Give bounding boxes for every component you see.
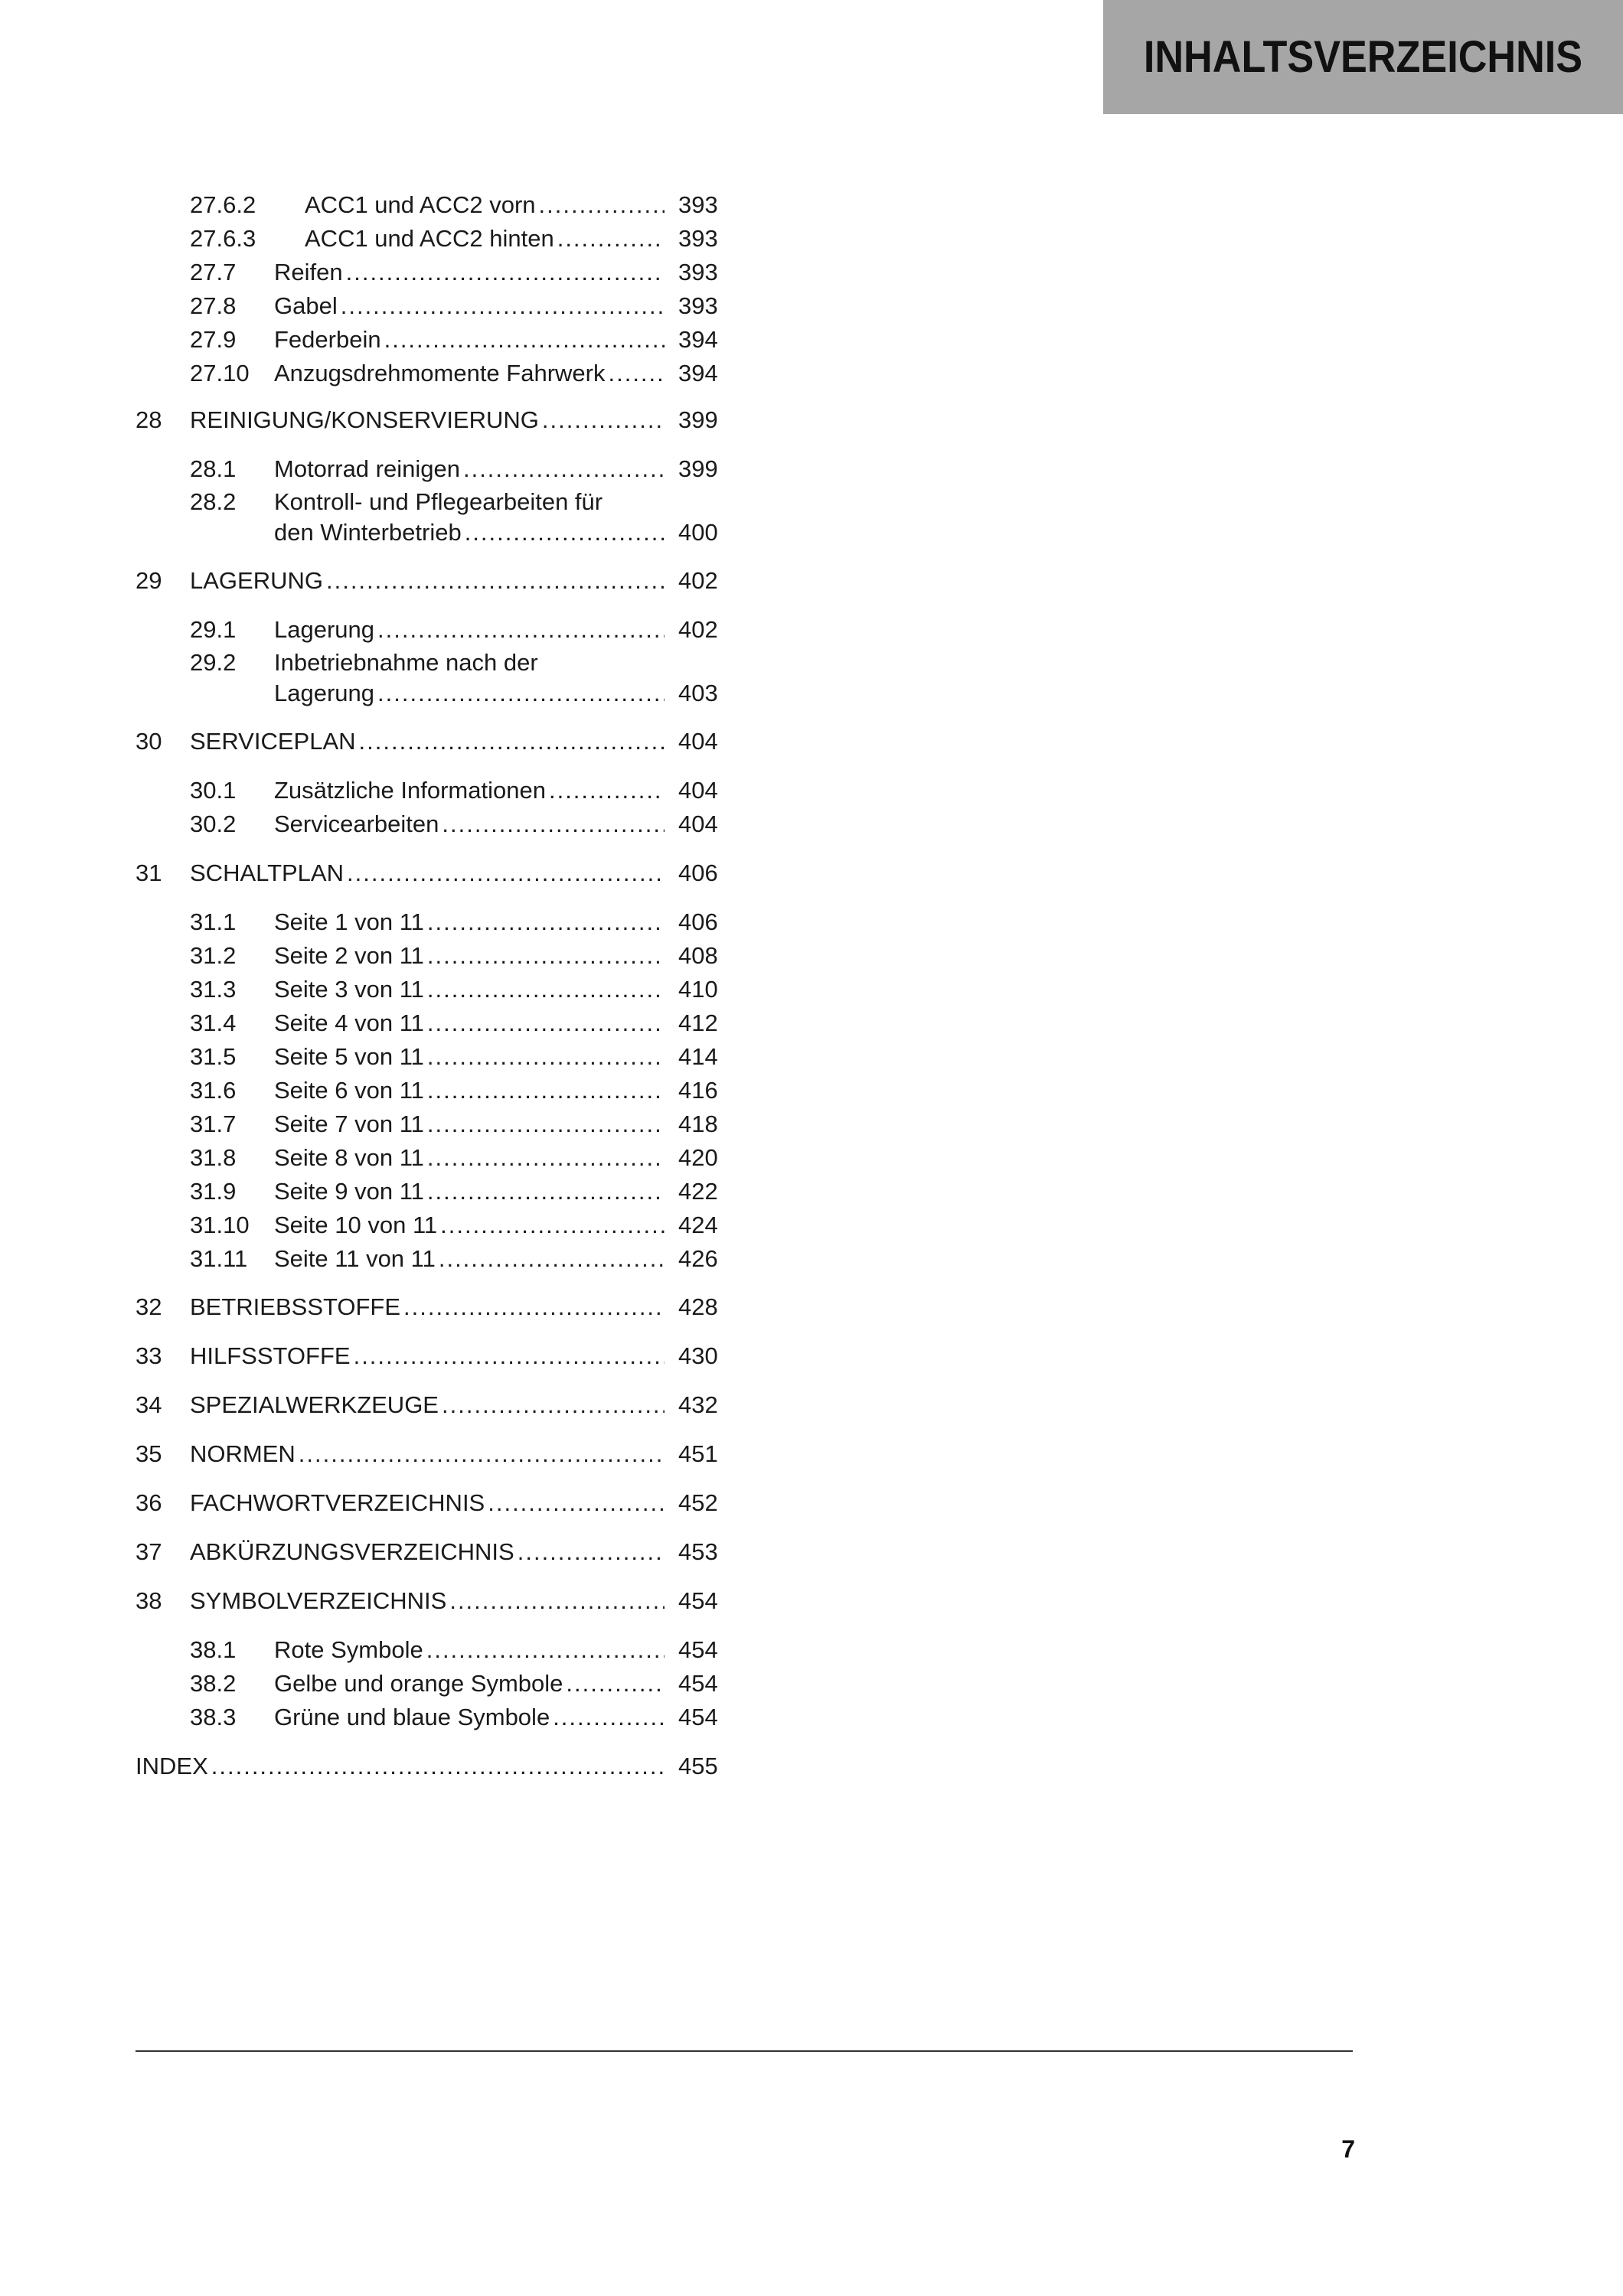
- toc-entry-page: 418: [678, 1110, 718, 1137]
- toc-entry-title-wrap: [274, 289, 665, 323]
- toc-entry-title: SCHALTPLAN: [190, 859, 344, 886]
- toc-entry-number: 28: [136, 406, 162, 433]
- toc-entry-page: 393: [678, 191, 718, 218]
- toc-entry-title: Seite 3 von 11: [274, 976, 424, 1003]
- toc-entry-title: NORMEN: [190, 1440, 296, 1467]
- leader-dots: [442, 1388, 665, 1422]
- toc-entry-page: 428: [678, 1293, 718, 1320]
- toc-entry-title-wrap: [274, 1107, 665, 1141]
- toc-section-row[interactable]: [0, 289, 1623, 323]
- toc-entry-page: 403: [678, 680, 718, 706]
- toc-section-row[interactable]: [0, 256, 1623, 289]
- toc-entry-title: Motorrad reinigen: [274, 455, 460, 482]
- toc-entry-title-wrap: [274, 1141, 665, 1175]
- toc-entry-title: ACC1 und ACC2 hinten: [305, 225, 554, 252]
- toc-index-row[interactable]: [0, 1750, 1623, 1783]
- toc-entry-page: 420: [678, 1144, 718, 1171]
- toc-section-row[interactable]: [0, 807, 1623, 841]
- toc-section-row[interactable]: [0, 905, 1623, 939]
- toc-entry-title-wrap: [305, 188, 665, 222]
- toc-entry-number: 31.3: [190, 976, 237, 1003]
- toc-entry-number: 31.2: [190, 942, 237, 969]
- toc-entry-title: Seite 2 von 11: [274, 942, 424, 969]
- toc-entry-title: Gabel: [274, 292, 338, 319]
- leader-dots: [299, 1437, 665, 1471]
- toc-entry-number: 31.4: [190, 1009, 237, 1036]
- toc-entry-number: 38.3: [190, 1704, 237, 1730]
- toc-entry-number: 38.1: [190, 1636, 237, 1663]
- toc-entry-title-wrap: [274, 677, 665, 710]
- toc-entry-title: Grüne und blaue Symbole: [274, 1704, 550, 1730]
- toc-entry-title: Gelbe und orange Symbole: [274, 1670, 563, 1697]
- toc-entry-title: Seite 8 von 11: [274, 1144, 424, 1171]
- toc-entry-page: 399: [678, 406, 718, 433]
- leader-dots: [488, 1486, 665, 1520]
- toc-section-row[interactable]: [0, 1006, 1623, 1040]
- toc-chapter-row[interactable]: [0, 856, 1623, 890]
- toc-entry-title: INDEX: [136, 1753, 208, 1779]
- toc-section-row[interactable]: [0, 646, 1623, 680]
- toc-entry-title: Seite 5 von 11: [274, 1043, 424, 1070]
- toc-entry-continuation[interactable]: [0, 516, 1623, 550]
- toc-entry-page: 454: [678, 1636, 718, 1663]
- toc-entry-title-wrap: [274, 905, 665, 939]
- toc-entry-title-wrap: [274, 452, 665, 486]
- toc-entry-title: Kontroll- und Pflegearbeiten für: [274, 488, 603, 515]
- toc-entry-page: 393: [678, 225, 718, 252]
- toc-chapter-row[interactable]: [0, 403, 1623, 437]
- toc-section-row[interactable]: [0, 613, 1623, 647]
- toc-entry-title: Seite 1 von 11: [274, 908, 424, 935]
- toc-entry-title-continued: Lagerung: [274, 680, 375, 706]
- section-title: INHALTSVERZEICHNIS: [1143, 32, 1583, 82]
- toc-entry-page: 416: [678, 1077, 718, 1104]
- toc-entry-title-wrap: [274, 1006, 665, 1040]
- toc-entry-title: Lagerung: [274, 616, 375, 643]
- toc-entry-page: 394: [678, 360, 718, 386]
- toc-entry-title-wrap: [274, 1242, 665, 1276]
- leader-dots: [427, 939, 665, 973]
- toc-entry-title: LAGERUNG: [190, 567, 323, 594]
- toc-entry-title: ABKÜRZUNGSVERZEICHNIS: [190, 1538, 514, 1565]
- toc-entry-title: ACC1 und ACC2 vorn: [305, 191, 536, 218]
- toc-entry-title-wrap: [190, 725, 665, 758]
- toc-entry-page: 394: [678, 326, 718, 353]
- toc-entry-title: Zusätzliche Informationen: [274, 777, 546, 804]
- toc-entry-number: 27.7: [190, 259, 237, 285]
- toc-section-row[interactable]: [0, 1242, 1623, 1276]
- leader-dots: [463, 452, 665, 486]
- toc-entry-title-wrap: [274, 1701, 665, 1734]
- toc-chapter-row[interactable]: [0, 1388, 1623, 1422]
- toc-entry-title-wrap: [274, 774, 665, 807]
- toc-entry-title-wrap: [190, 1486, 665, 1520]
- leader-dots: [346, 256, 665, 289]
- leader-dots: [566, 1667, 665, 1701]
- toc-entry-title-wrap: [274, 357, 665, 390]
- toc-entry-number: 27.10: [190, 360, 250, 386]
- toc-entry-title: Seite 6 von 11: [274, 1077, 424, 1104]
- page-number: 7: [1341, 2135, 1355, 2163]
- toc-entry-title: FACHWORTVERZEICHNIS: [190, 1489, 485, 1516]
- toc-entry-title-wrap: [274, 1633, 665, 1667]
- toc-chapter-row[interactable]: [0, 725, 1623, 758]
- toc-entry-page: 424: [678, 1212, 718, 1238]
- toc-entry-number: 38.2: [190, 1670, 237, 1697]
- toc-chapter-row[interactable]: [0, 1437, 1623, 1471]
- toc-section-row[interactable]: [0, 1667, 1623, 1701]
- leader-dots: [377, 613, 665, 647]
- toc-entry-title-wrap: [274, 323, 665, 357]
- toc-entry-title: REINIGUNG/KONSERVIERUNG: [190, 406, 539, 433]
- toc-section-row[interactable]: [0, 1633, 1623, 1667]
- toc-entry-page: 406: [678, 908, 718, 935]
- toc-entry-page: 422: [678, 1178, 718, 1205]
- leader-dots: [553, 1701, 665, 1734]
- toc-entry-page: 404: [678, 728, 718, 755]
- leader-dots: [542, 403, 665, 437]
- toc-entry-page: 451: [678, 1440, 718, 1467]
- toc-entry-number: 31.8: [190, 1144, 237, 1171]
- toc-section-row[interactable]: [0, 1208, 1623, 1242]
- leader-dots: [427, 973, 665, 1006]
- toc-entry-page: 404: [678, 777, 718, 804]
- toc-entry-title: Seite 11 von 11: [274, 1245, 436, 1272]
- toc-entry-number: 34: [136, 1391, 162, 1418]
- toc-entry-title-wrap: [274, 973, 665, 1006]
- toc-entry-title-wrap: [190, 856, 665, 890]
- toc-section-row[interactable]: [0, 485, 1623, 519]
- toc-entry-number: 30.2: [190, 810, 237, 837]
- toc-entry-number: 35: [136, 1440, 162, 1467]
- toc-entry-page: 406: [678, 859, 718, 886]
- toc-entry-page: 393: [678, 292, 718, 319]
- toc-entry-title-wrap: [190, 1535, 665, 1569]
- leader-dots: [539, 188, 665, 222]
- toc-entry-number: 27.9: [190, 326, 237, 353]
- toc-section-row[interactable]: [0, 1074, 1623, 1107]
- toc-section-row[interactable]: [0, 357, 1623, 390]
- leader-dots: [354, 1339, 665, 1373]
- toc-section-row[interactable]: [0, 774, 1623, 807]
- toc-section-row[interactable]: [0, 1701, 1623, 1734]
- toc-entry-page: 408: [678, 942, 718, 969]
- toc-entry-page: 454: [678, 1587, 718, 1614]
- toc-entry-page: 430: [678, 1342, 718, 1369]
- toc-entry-title: Servicearbeiten: [274, 810, 439, 837]
- leader-dots: [427, 1006, 665, 1040]
- toc-entry-number: 28.1: [190, 455, 237, 482]
- toc-entry-title-wrap: [190, 1290, 665, 1324]
- toc-section-row[interactable]: [0, 222, 1623, 256]
- toc-entry-page: 455: [678, 1753, 718, 1779]
- toc-entry-number: 31.9: [190, 1178, 237, 1205]
- leader-dots: [377, 677, 665, 710]
- toc-entry-title-wrap: [274, 939, 665, 973]
- toc-entry-number: 30.1: [190, 777, 237, 804]
- toc-entry-title-wrap: [274, 256, 665, 289]
- leader-dots: [384, 323, 665, 357]
- toc-section-row[interactable]: [0, 323, 1623, 357]
- toc-entry-number: 28.2: [190, 488, 237, 515]
- toc-entry-page: 402: [678, 567, 718, 594]
- toc-entry-title-wrap: [274, 516, 665, 550]
- leader-dots: [427, 1107, 665, 1141]
- toc-entry-title: Reifen: [274, 259, 343, 285]
- toc-entry-title: Seite 9 von 11: [274, 1178, 424, 1205]
- toc-entry-number: 31.11: [190, 1245, 248, 1272]
- toc-section-row[interactable]: [0, 973, 1623, 1006]
- toc-entry-page: 410: [678, 976, 718, 1003]
- toc-entry-title: Rote Symbole: [274, 1636, 423, 1663]
- toc-entry-title-wrap: [274, 613, 665, 647]
- toc-section-row[interactable]: [0, 1040, 1623, 1074]
- toc-entry-page: 412: [678, 1009, 718, 1036]
- toc-chapter-row[interactable]: [0, 1290, 1623, 1324]
- toc-section-row[interactable]: [0, 1107, 1623, 1141]
- toc-entry-number: 27.6.3: [190, 225, 256, 252]
- toc-entry-number: 33: [136, 1342, 162, 1369]
- toc-entry-title: Federbein: [274, 326, 381, 353]
- leader-dots: [211, 1750, 665, 1783]
- toc-entry-title-wrap: [274, 1175, 665, 1208]
- toc-entry-title-wrap: [190, 403, 665, 437]
- toc-entry-page: 454: [678, 1670, 718, 1697]
- toc-entry-title-wrap: [190, 1339, 665, 1373]
- leader-dots: [549, 774, 665, 807]
- toc-entry-title-wrap: [136, 1750, 665, 1783]
- toc-entry-title: BETRIEBSSTOFFE: [190, 1293, 401, 1320]
- toc-entry-page: 452: [678, 1489, 718, 1516]
- toc-entry-continuation[interactable]: [0, 677, 1623, 710]
- toc-entry-title-wrap: [274, 1667, 665, 1701]
- toc-entry-title-wrap: [274, 807, 665, 841]
- leader-dots: [427, 1141, 665, 1175]
- leader-dots: [426, 1633, 665, 1667]
- toc-entry-title-wrap: [190, 1388, 665, 1422]
- toc-entry-title-wrap: [274, 1074, 665, 1107]
- toc-entry-title-wrap: [190, 1584, 665, 1618]
- toc-entry-number: 27.6.2: [190, 191, 256, 218]
- toc-entry-page: 404: [678, 810, 718, 837]
- toc-entry-title: Seite 7 von 11: [274, 1110, 424, 1137]
- leader-dots: [465, 516, 665, 550]
- toc-entry-page: 453: [678, 1538, 718, 1565]
- toc-chapter-row[interactable]: [0, 564, 1623, 598]
- leader-dots: [427, 1040, 665, 1074]
- toc-chapter-row[interactable]: [0, 1584, 1623, 1618]
- toc-entry-title: Seite 4 von 11: [274, 1009, 424, 1036]
- toc-entry-page: 400: [678, 519, 718, 546]
- toc-entry-title-continued: den Winterbetrieb: [274, 519, 462, 546]
- toc-section-row[interactable]: [0, 188, 1623, 222]
- toc-entry-number: 31.6: [190, 1077, 237, 1104]
- toc-entry-number: 31.10: [190, 1212, 250, 1238]
- toc-entry-title-wrap: [274, 1208, 665, 1242]
- toc-chapter-row[interactable]: [0, 1535, 1623, 1569]
- toc-entry-page: 393: [678, 259, 718, 285]
- toc-entry-title-wrap: [305, 222, 665, 256]
- toc-entry-title: Inbetriebnahme nach der: [274, 649, 538, 676]
- toc-entry-number: 38: [136, 1587, 162, 1614]
- leader-dots: [440, 1208, 665, 1242]
- leader-dots: [341, 289, 665, 323]
- footer-divider: [136, 2050, 1353, 2052]
- toc-entry-title-wrap: [190, 564, 665, 598]
- leader-dots: [359, 725, 665, 758]
- toc-entry-number: 31: [136, 859, 162, 886]
- toc-entry-number: 37: [136, 1538, 162, 1565]
- toc-entry-title: SPEZIALWERKZEUGE: [190, 1391, 439, 1418]
- toc-section-row[interactable]: [0, 1141, 1623, 1175]
- toc-entry-page: 432: [678, 1391, 718, 1418]
- leader-dots: [439, 1242, 665, 1276]
- toc-entry-number: 30: [136, 728, 162, 755]
- toc-entry-title: SYMBOLVERZEICHNIS: [190, 1587, 447, 1614]
- toc-entry-page: 426: [678, 1245, 718, 1272]
- toc-entry-title: Seite 10 von 11: [274, 1212, 438, 1238]
- toc-entry-title: Anzugsdrehmomente Fahrwerk: [274, 360, 606, 386]
- leader-dots: [403, 1290, 665, 1324]
- leader-dots: [427, 905, 665, 939]
- leader-dots: [557, 222, 665, 256]
- leader-dots: [427, 1074, 665, 1107]
- toc-entry-page: 399: [678, 455, 718, 482]
- toc-section-row[interactable]: [0, 1175, 1623, 1208]
- toc-entry-page: 414: [678, 1043, 718, 1070]
- toc-entry-number: 27.8: [190, 292, 237, 319]
- toc-entry-number: 32: [136, 1293, 162, 1320]
- toc-chapter-row[interactable]: [0, 1339, 1623, 1373]
- leader-dots: [518, 1535, 665, 1569]
- toc-entry-number: 29.2: [190, 649, 237, 676]
- leader-dots: [326, 564, 665, 598]
- toc-entry-title-wrap: [190, 1437, 665, 1471]
- leader-dots: [608, 357, 665, 390]
- toc-entry-title-wrap: [274, 1040, 665, 1074]
- toc-entry-page: 454: [678, 1704, 718, 1730]
- toc-section-row[interactable]: [0, 939, 1623, 973]
- toc-entry-number: 31.1: [190, 908, 237, 935]
- toc-entry-page: 402: [678, 616, 718, 643]
- toc-entry-title: SERVICEPLAN: [190, 728, 356, 755]
- leader-dots: [347, 856, 665, 890]
- toc-entry-number: 31.7: [190, 1110, 237, 1137]
- leader-dots: [442, 807, 665, 841]
- toc-entry-number: 36: [136, 1489, 162, 1516]
- toc-entry-number: 31.5: [190, 1043, 237, 1070]
- toc-entry-number: 29.1: [190, 616, 237, 643]
- toc-entry-title: HILFSSTOFFE: [190, 1342, 351, 1369]
- toc-chapter-row[interactable]: [0, 1486, 1623, 1520]
- leader-dots: [427, 1175, 665, 1208]
- leader-dots: [449, 1584, 665, 1618]
- toc-entry-number: 29: [136, 567, 162, 594]
- toc-section-row[interactable]: [0, 452, 1623, 486]
